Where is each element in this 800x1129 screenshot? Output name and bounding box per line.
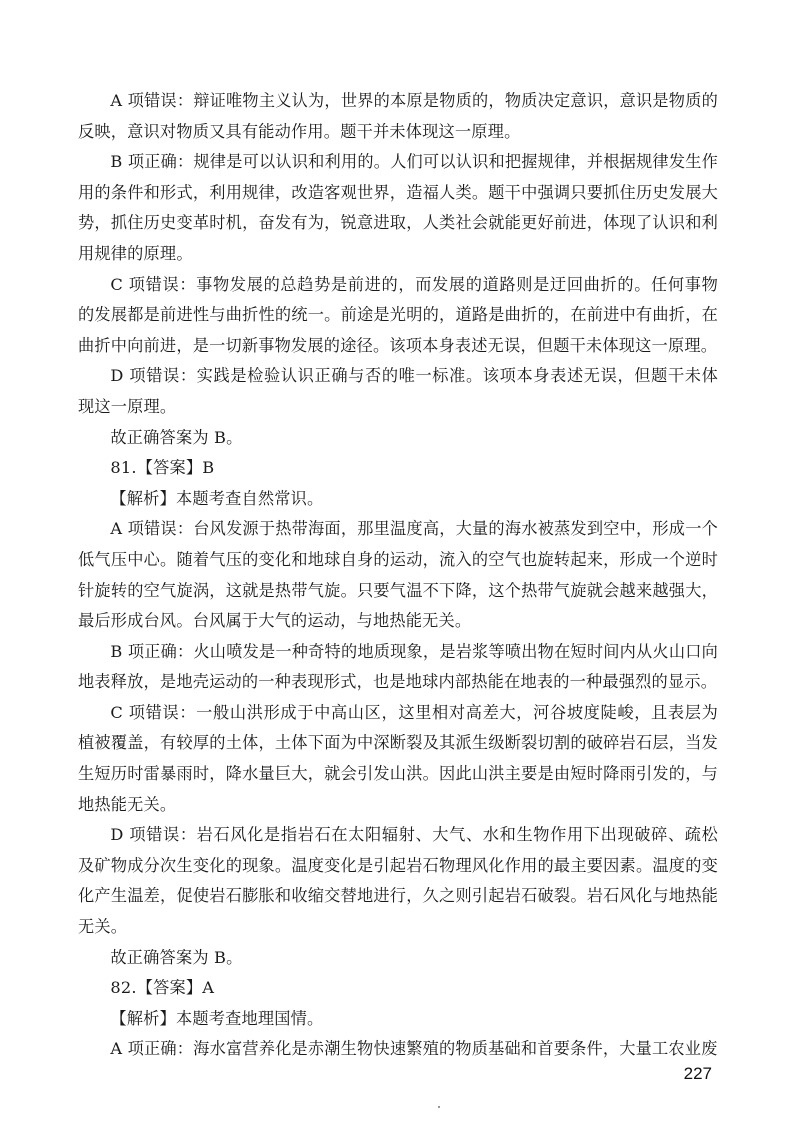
question-82-answer: 82.【答案】A [110, 978, 215, 998]
question-82-analysis: 【解析】本题考查地理国情。 [110, 1008, 324, 1028]
paragraph-81-a: A 项错误：台风发源于热带海面，那里温度高，大量的海水被蒸发到空中，形成一个低气压中心。随着气压的变化和地球自身的运动，流入的空气也旋转起来，形成一个逆时针旋转的空气旋涡，这就是热带气旋。只要气温不下降，这个热带气旋就会越来越强大，最后形成台风。台风属于大气的运动，与地热能无关。 [78, 519, 718, 631]
paragraph-conclusion-81: 故正确答案为 B。 [110, 947, 243, 967]
page-body [78, 86, 718, 1065]
paragraph-politics-a: A 项错误：辩证唯物主义认为，世界的本原是物质的，物质决定意识，意识是物质的反映，意识对物质又具有能动作用。题干并未体现这一原理。 [78, 91, 718, 141]
paragraph-politics-d: D 项错误：实践是检验认识正确与否的唯一标准。该项本身表述无误，但题干未体现这一原理。 [78, 366, 718, 416]
question-81-analysis: 【解析】本题考查自然常识。 [110, 488, 324, 508]
question-81-answer: 81.【答案】B [110, 458, 215, 478]
footer-dot [438, 1106, 440, 1108]
paragraph-81-d: D 项错误：岩石风化是指岩石在太阳辐射、大气、水和生物作用下出现破碎、疏松及矿物成分次生变化的现象。温度变化是引起岩石物理风化作用的最主要因素。温度的变化产生温差，促使岩石膨胀和收缩交替地进行，久之则引起岩石破裂。岩石风化与地热能无关。 [78, 825, 718, 937]
paragraph-politics-b: B 项正确：规律是可以认识和利用的。人们可以认识和把握规律，并根据规律发生作用的条件和形式，利用规律，改造客观世界，造福人类。题干中强调只要抓住历史发展大势，抓住历史变革时机，奋发有为，锐意进取，人类社会就能更好前进，体现了认识和利用规律的原理。 [78, 152, 718, 263]
paragraph-81-b: B 项正确：火山喷发是一种奇特的地质现象，是岩浆等喷出物在短时间内从火山口向地表释放，是地壳运动的一种表现形式，也是地球内部热能在地表的一种最强烈的显示。 [78, 641, 718, 692]
paragraph-82-a: A 项正确：海水富营养化是赤潮生物快速繁殖的物质基础和首要条件，大量工农业废 [110, 1039, 718, 1059]
paragraph-81-c: C 项错误：一般山洪形成于中高山区，这里相对高差大，河谷坡度陡峻，且表层为植被覆盖，有较厚的土体，土体下面为中深断裂及其派生级断裂切割的破碎岩石层，当发生短历时雷暴雨时，降水量巨大，就会引发山洪。因此山洪主要是由短时降雨引发的，与地热能无关。 [78, 702, 718, 814]
paragraph-politics-c: C 项错误：事物发展的总趋势是前进的，而发展的道路则是迂回曲折的。任何事物的发展都是前进性与曲折性的统一。前途是光明的，道路是曲折的，在前进中有曲折，在曲折中向前进，是一切新事物发展的途径。该项本身表述无误，但题干未体现这一原理。 [78, 274, 718, 355]
page-number: 227 [683, 1064, 712, 1083]
paragraph-conclusion-80: 故正确答案为 B。 [110, 427, 243, 447]
